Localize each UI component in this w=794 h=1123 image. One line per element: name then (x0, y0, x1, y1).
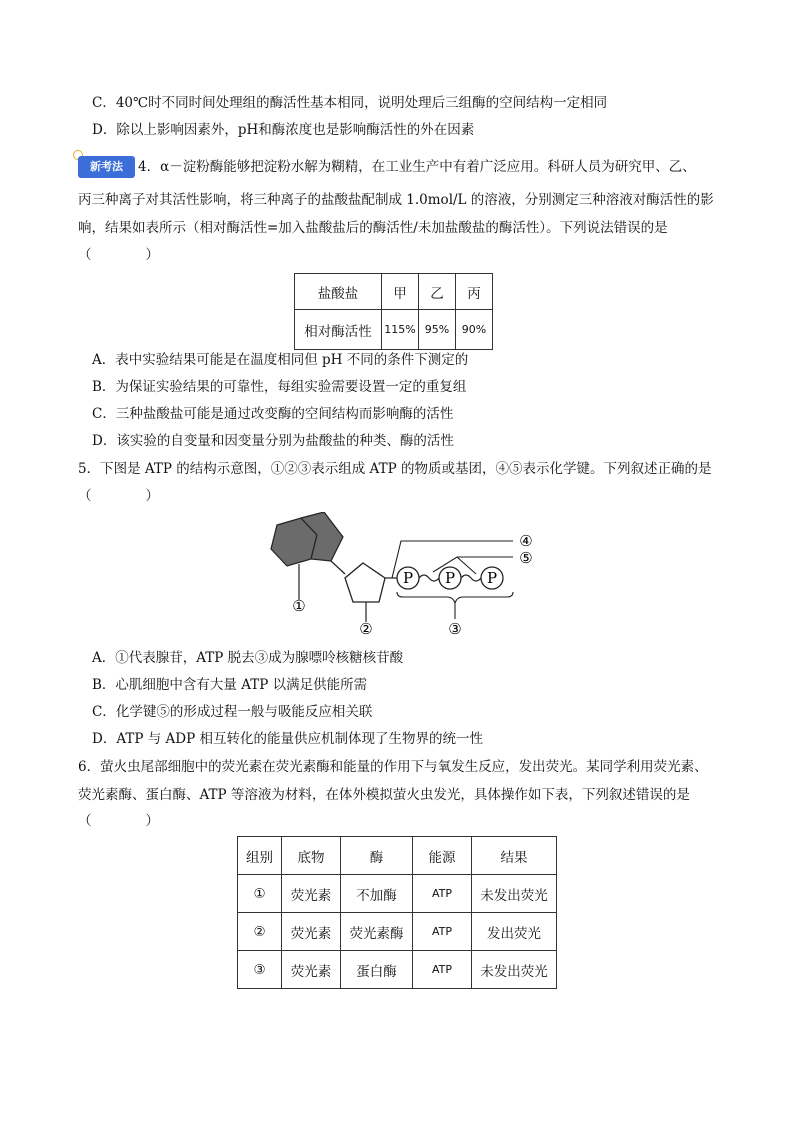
q6-cell-enzyme: 蛋白酶 (341, 951, 413, 989)
q3-option-c: C．40℃时不同时间处理组的酶活性基本相同，说明处理后三组酶的空间结构一定相同 (92, 95, 608, 111)
q5-answer-blank: （ ） (78, 488, 159, 504)
q6-cell-group: ① (238, 875, 282, 913)
label-4: ④ (519, 532, 533, 550)
bond-5-pointer-branch (457, 557, 476, 574)
q5-option-c: C．化学键⑤的形成过程一般与吸能反应相关联 (92, 704, 373, 720)
q4-option-c: C．三种盐酸盐可能是通过改变酶的空间结构而影响酶的活性 (92, 406, 454, 422)
q6-answer-blank: （ ） (78, 813, 159, 829)
q6-cell-substrate: 荧光素 (282, 951, 341, 989)
q6-cell-energy: ATP (413, 951, 472, 989)
q6-table-header-cell: 能源 (413, 837, 472, 875)
q6-cell-energy: ATP (413, 913, 472, 951)
q5-option-d: D．ATP 与 ADP 相互转化的能量供应机制体现了生物界的统一性 (92, 731, 483, 747)
label-3: ③ (448, 620, 462, 638)
q6-cell-energy: ATP (413, 875, 472, 913)
q4-table-header-cell: 甲 (382, 274, 419, 310)
q4-table-header-row (295, 274, 493, 310)
q4-table-header-cell: 丙 (456, 274, 493, 310)
label-2: ② (359, 620, 373, 638)
q6-table-header-cell: 组别 (238, 837, 282, 875)
q5-option-b: B．心肌细胞中含有大量 ATP 以满足供能所需 (92, 677, 368, 693)
table-row (238, 951, 557, 989)
high-energy-bond-4 (419, 575, 439, 581)
q4-stem-line-3: 响，结果如表所示（相对酶活性=加入盐酸盐后的酶活性/未加盐酸盐的酶活性）。下列说法错误的是 (78, 220, 668, 236)
q4-option-d: D．该实验的自变量和因变量分别为盐酸盐的种类、酶的活性 (92, 433, 454, 449)
table-row (238, 875, 557, 913)
q6-table (237, 836, 557, 989)
q6-table-header-cell: 底物 (282, 837, 341, 875)
q4-answer-blank: （ ） (78, 247, 159, 263)
q6-stem-line-2: 荧光素酶、蛋白酶、ATP 等溶液为材料，在体外模拟萤火虫发光，具体操作如下表，下列叙述错误的是 (78, 787, 690, 803)
ribose-pentagon (345, 563, 385, 602)
q6-stem-line-1: 6．萤火虫尾部细胞中的荧光素在荧光素酶和能量的作用下与氧发生反应，发出荧光。某同学利用荧光素、 (78, 759, 708, 775)
q4-table-cell: 相对酶活性 (295, 310, 382, 350)
new-method-badge: 新考法 (78, 156, 135, 178)
q4-table-header-cell: 盐酸盐 (295, 274, 382, 310)
q4-table (294, 273, 493, 350)
atp-structure-diagram (255, 512, 545, 642)
high-energy-bond-5 (461, 575, 481, 581)
q4-table-cell: 90% (456, 310, 493, 350)
q6-table-header-cell: 酶 (341, 837, 413, 875)
q4-table-header-cell: 乙 (419, 274, 456, 310)
q6-cell-substrate: 荧光素 (282, 913, 341, 951)
q5-stem-line-1: 5．下图是 ATP 的结构示意图，①②③表示组成 ATP 的物质或基团，④⑤表示化学键。下列叙述正确的是 (78, 461, 712, 477)
q6-cell-enzyme: 荧光素酶 (341, 913, 413, 951)
phosphate-label-1: P (402, 569, 414, 587)
q6-table-header-cell: 结果 (472, 837, 557, 875)
base-sugar-bond (331, 561, 345, 574)
table-row (238, 913, 557, 951)
q4-stem-line-2: 丙三种离子对其活性影响，将三种离子的盐酸盐配制成 1.0mol/L 的溶液，分别测定三种溶液对酶活性的影 (78, 192, 714, 208)
q6-table-header-row (238, 837, 557, 875)
q4-stem-line-1: 4．α－淀粉酶能够把淀粉水解为糊精，在工业生产中有着广泛应用。科研人员为研究甲、乙、 (138, 159, 696, 175)
q6-cell-result: 未发出荧光 (472, 875, 557, 913)
q6-cell-result: 未发出荧光 (472, 951, 557, 989)
q4-table-cell: 95% (419, 310, 456, 350)
q6-cell-group: ③ (238, 951, 282, 989)
phosphate-label-3: P (486, 569, 498, 587)
label-1: ① (292, 597, 306, 615)
q5-option-a: A．①代表腺苷，ATP 脱去③成为腺嘌呤核糖核苷酸 (92, 650, 404, 666)
phosphate-group-brace (397, 592, 513, 603)
q4-option-b: B．为保证实验结果的可靠性，每组实验需要设置一定的重复组 (92, 379, 467, 395)
q4-table-row (295, 310, 493, 350)
q6-cell-group: ② (238, 913, 282, 951)
q3-option-d: D．除以上影响因素外，pH和酶浓度也是影响酶活性的外在因素 (92, 122, 475, 138)
phosphate-label-2: P (444, 569, 456, 587)
q6-cell-enzyme: 不加酶 (341, 875, 413, 913)
label-5: ⑤ (519, 549, 533, 567)
q6-cell-result: 发出荧光 (472, 913, 557, 951)
q4-table-cell: 115% (382, 310, 419, 350)
q6-cell-substrate: 荧光素 (282, 875, 341, 913)
q4-option-a: A．表中实验结果可能是在温度相同但 pH 不同的条件下测定的 (92, 352, 469, 368)
